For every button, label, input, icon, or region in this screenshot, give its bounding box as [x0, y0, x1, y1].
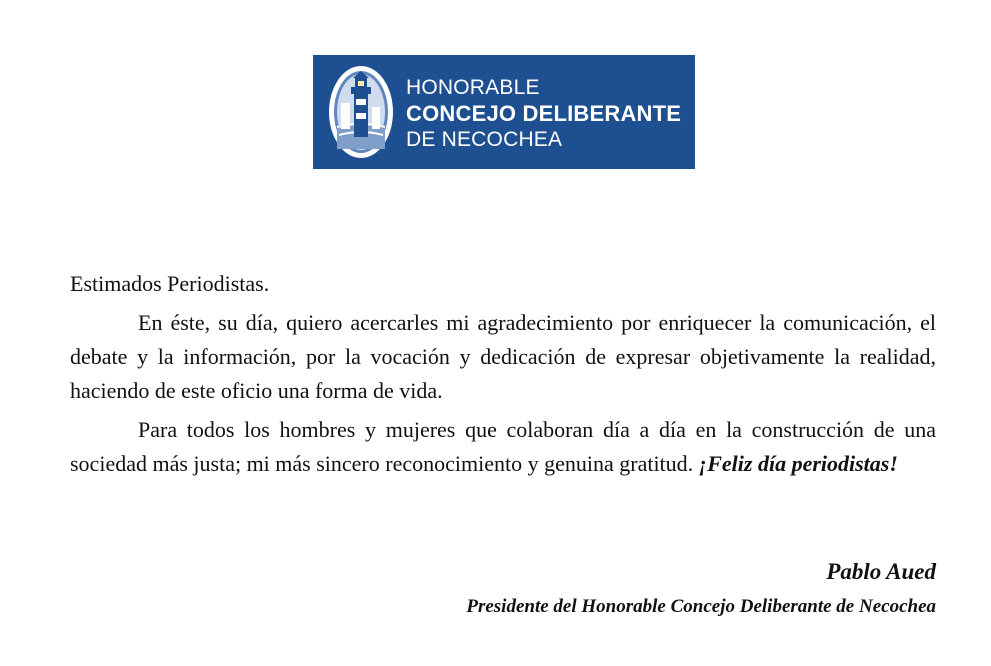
paragraph-recognition [70, 413, 936, 481]
logo-line-concejo: CONCEJO DELIBERANTE [406, 101, 682, 126]
logo-text [406, 75, 681, 153]
institution-logo [313, 55, 695, 169]
closing-greeting: ¡Feliz día periodistas! [698, 451, 898, 476]
paragraph-gratitude: En éste, su día, quiero acercarles mi agradecimiento por enriquecer la comunicación, el debate y la información, por la vocación y dedicación de expresar objetivamente la realidad, haciendo de este oficio una forma de vida. [70, 310, 936, 403]
signature-block [466, 555, 936, 622]
letter-body [70, 267, 936, 486]
signature-title: Presidente del Honorable Concejo Deliberante de Necochea [466, 596, 936, 617]
signature-name: Pablo Aued [826, 559, 936, 584]
lighthouse-emblem-icon [327, 63, 395, 161]
logo-line-necochea: DE NECOCHEA [406, 128, 563, 151]
salutation: Estimados Periodistas. [70, 271, 270, 296]
paragraph-recognition-text: Para todos los hombres y mujeres que colaboran día a día en la construcción de una sociedad más justa; mi más sincero reconocimiento y genuina gratitud. [70, 417, 936, 476]
logo-line-honorable: HONORABLE [406, 76, 540, 99]
